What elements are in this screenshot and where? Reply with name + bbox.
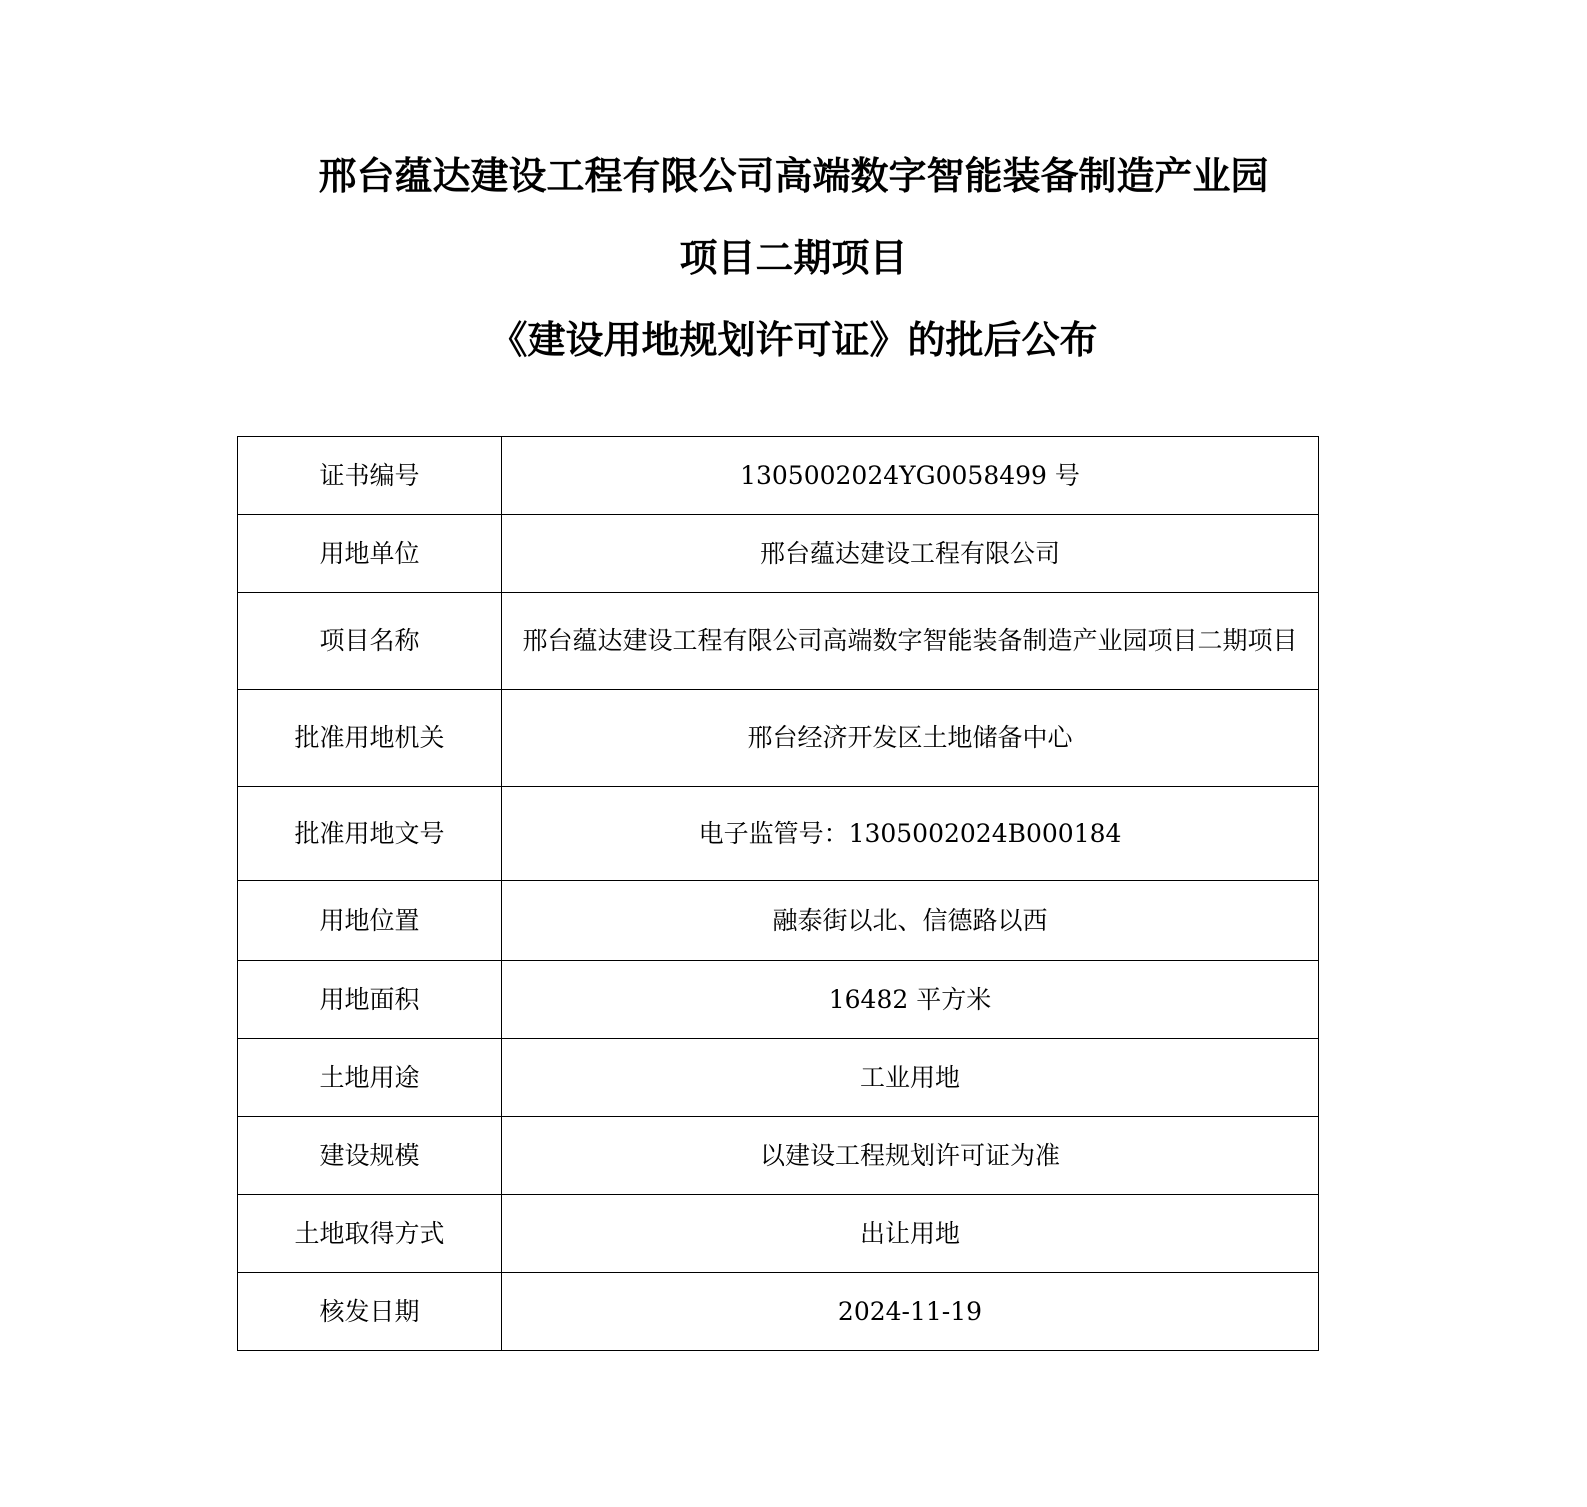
row-value: 融泰街以北、信德路以西 <box>502 881 1319 961</box>
title-line-3: 《建设用地规划许可证》的批后公布 <box>489 317 1098 362</box>
title-line-1: 邢台蕴达建设工程有限公司高端数字智能装备制造产业园 <box>318 153 1269 198</box>
row-value: 1305002024YG0058499 号 <box>502 437 1319 515</box>
row-value: 电子监管号：1305002024B000184 <box>502 787 1319 881</box>
row-label: 项目名称 <box>238 593 502 690</box>
row-label: 用地面积 <box>238 961 502 1039</box>
table-row-land-user <box>238 515 1319 593</box>
row-value: 2024-11-19 <box>502 1273 1319 1351</box>
row-label: 土地取得方式 <box>238 1195 502 1273</box>
table-row-construction-scale <box>238 1117 1319 1195</box>
row-value: 出让用地 <box>502 1195 1319 1273</box>
table-row-approval-document-number <box>238 787 1319 881</box>
table-row-project-name <box>238 593 1319 690</box>
row-label: 批准用地机关 <box>238 690 502 787</box>
table-row-issue-date <box>238 1273 1319 1351</box>
row-value: 16482 平方米 <box>502 961 1319 1039</box>
table-row-acquisition-method <box>238 1195 1319 1273</box>
row-label: 批准用地文号 <box>238 787 502 881</box>
row-label: 用地位置 <box>238 881 502 961</box>
table-row-certificate-number <box>238 437 1319 515</box>
row-label: 证书编号 <box>238 437 502 515</box>
row-label: 用地单位 <box>238 515 502 593</box>
row-label: 土地用途 <box>238 1039 502 1117</box>
permit-info-table <box>237 436 1319 1351</box>
table-row-land-use <box>238 1039 1319 1117</box>
table-row-land-location <box>238 881 1319 961</box>
title-line-2: 项目二期项目 <box>679 235 908 280</box>
row-label: 建设规模 <box>238 1117 502 1195</box>
row-value: 工业用地 <box>502 1039 1319 1117</box>
row-value: 邢台蕴达建设工程有限公司高端数字智能装备制造产业园项目二期项目 <box>502 593 1319 690</box>
row-value: 邢台经济开发区土地储备中心 <box>502 690 1319 787</box>
table-row-approval-authority <box>238 690 1319 787</box>
row-value: 邢台蕴达建设工程有限公司 <box>502 515 1319 593</box>
row-value: 以建设工程规划许可证为准 <box>502 1117 1319 1195</box>
row-label: 核发日期 <box>238 1273 502 1351</box>
table-row-land-area <box>238 961 1319 1039</box>
